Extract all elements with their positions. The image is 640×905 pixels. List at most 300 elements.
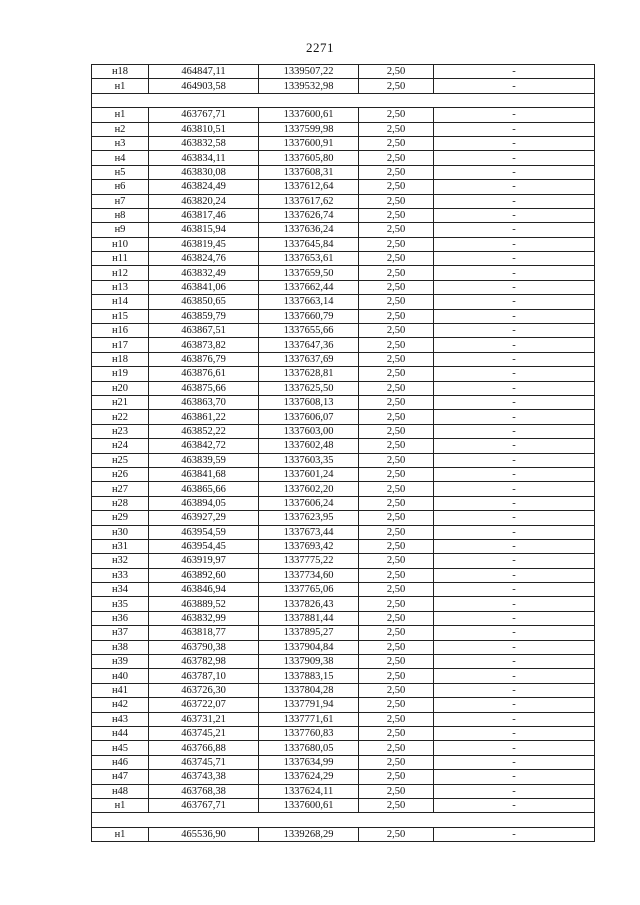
x-coordinate-cell: 463745,71	[149, 755, 259, 769]
table-row	[92, 151, 595, 165]
y-coordinate-cell: 1337645,84	[259, 237, 359, 251]
table-row	[92, 655, 595, 669]
note-cell: -	[434, 698, 595, 712]
note-cell: -	[434, 655, 595, 669]
point-id-cell: н18	[92, 352, 149, 366]
table-row	[92, 482, 595, 496]
note-cell: -	[434, 410, 595, 424]
value-cell: 2,50	[359, 539, 434, 553]
y-coordinate-cell: 1337623,95	[259, 511, 359, 525]
table-row	[92, 467, 595, 481]
table-row	[92, 511, 595, 525]
value-cell: 2,50	[359, 568, 434, 582]
value-cell: 2,50	[359, 511, 434, 525]
x-coordinate-cell: 463768,38	[149, 784, 259, 798]
point-id-cell: н2	[92, 122, 149, 136]
x-coordinate-cell: 463875,66	[149, 381, 259, 395]
y-coordinate-cell: 1337775,22	[259, 554, 359, 568]
table-row	[92, 496, 595, 510]
y-coordinate-cell: 1337765,06	[259, 583, 359, 597]
value-cell: 2,50	[359, 194, 434, 208]
note-cell: -	[434, 784, 595, 798]
y-coordinate-cell: 1337659,50	[259, 266, 359, 280]
table-row	[92, 626, 595, 640]
note-cell: -	[434, 511, 595, 525]
point-id-cell: н1	[92, 108, 149, 122]
table-row	[92, 324, 595, 338]
x-coordinate-cell: 463954,45	[149, 539, 259, 553]
note-cell: -	[434, 482, 595, 496]
y-coordinate-cell: 1337624,11	[259, 784, 359, 798]
table-row	[92, 237, 595, 251]
x-coordinate-cell: 463726,30	[149, 683, 259, 697]
point-id-cell: н46	[92, 755, 149, 769]
point-id-cell: н10	[92, 237, 149, 251]
table-row	[92, 79, 595, 93]
value-cell: 2,50	[359, 698, 434, 712]
note-cell: -	[434, 395, 595, 409]
point-id-cell: н42	[92, 698, 149, 712]
x-coordinate-cell: 463790,38	[149, 640, 259, 654]
point-id-cell: н18	[92, 65, 149, 79]
value-cell: 2,50	[359, 65, 434, 79]
x-coordinate-cell: 463722,07	[149, 698, 259, 712]
table-row	[92, 755, 595, 769]
table-row	[92, 798, 595, 812]
table-row	[92, 65, 595, 79]
point-id-cell: н30	[92, 525, 149, 539]
value-cell: 2,50	[359, 165, 434, 179]
x-coordinate-cell: 464847,11	[149, 65, 259, 79]
y-coordinate-cell: 1337904,84	[259, 640, 359, 654]
note-cell: -	[434, 755, 595, 769]
table-row	[92, 424, 595, 438]
x-coordinate-cell: 463824,76	[149, 252, 259, 266]
y-coordinate-cell: 1337608,31	[259, 165, 359, 179]
point-id-cell: н45	[92, 741, 149, 755]
table-row	[92, 108, 595, 122]
value-cell: 2,50	[359, 252, 434, 266]
value-cell: 2,50	[359, 439, 434, 453]
x-coordinate-cell: 463815,94	[149, 223, 259, 237]
value-cell: 2,50	[359, 352, 434, 366]
table-row	[92, 726, 595, 740]
y-coordinate-cell: 1337625,50	[259, 381, 359, 395]
table-row	[92, 252, 595, 266]
table-row	[92, 338, 595, 352]
value-cell: 2,50	[359, 827, 434, 841]
y-coordinate-cell: 1337600,61	[259, 798, 359, 812]
table-row	[92, 381, 595, 395]
x-coordinate-cell: 463819,45	[149, 237, 259, 251]
table-row	[92, 367, 595, 381]
value-cell: 2,50	[359, 266, 434, 280]
value-cell: 2,50	[359, 381, 434, 395]
y-coordinate-cell: 1337637,69	[259, 352, 359, 366]
note-cell: -	[434, 712, 595, 726]
table-row	[92, 395, 595, 409]
value-cell: 2,50	[359, 525, 434, 539]
x-coordinate-cell: 463817,46	[149, 208, 259, 222]
table-row	[92, 770, 595, 784]
table-row	[92, 784, 595, 798]
y-coordinate-cell: 1337909,38	[259, 655, 359, 669]
point-id-cell: н13	[92, 280, 149, 294]
value-cell: 2,50	[359, 655, 434, 669]
y-coordinate-cell: 1337662,44	[259, 280, 359, 294]
x-coordinate-cell: 463767,71	[149, 798, 259, 812]
point-id-cell: н27	[92, 482, 149, 496]
y-coordinate-cell: 1337603,35	[259, 453, 359, 467]
note-cell: -	[434, 798, 595, 812]
table-body	[92, 65, 595, 842]
point-id-cell: н16	[92, 324, 149, 338]
x-coordinate-cell: 463846,94	[149, 583, 259, 597]
value-cell: 2,50	[359, 280, 434, 294]
point-id-cell: н8	[92, 208, 149, 222]
y-coordinate-cell: 1337660,79	[259, 309, 359, 323]
y-coordinate-cell: 1337895,27	[259, 626, 359, 640]
value-cell: 2,50	[359, 180, 434, 194]
note-cell: -	[434, 266, 595, 280]
point-id-cell: н24	[92, 439, 149, 453]
value-cell: 2,50	[359, 683, 434, 697]
point-id-cell: н29	[92, 511, 149, 525]
point-id-cell: н21	[92, 395, 149, 409]
point-id-cell: н17	[92, 338, 149, 352]
note-cell: -	[434, 568, 595, 582]
point-id-cell: н47	[92, 770, 149, 784]
point-id-cell: н31	[92, 539, 149, 553]
y-coordinate-cell: 1337603,00	[259, 424, 359, 438]
note-cell: -	[434, 108, 595, 122]
point-id-cell: н1	[92, 79, 149, 93]
note-cell: -	[434, 453, 595, 467]
value-cell: 2,50	[359, 784, 434, 798]
separator-cell	[92, 813, 595, 827]
point-id-cell: н9	[92, 223, 149, 237]
point-id-cell: н6	[92, 180, 149, 194]
note-cell: -	[434, 223, 595, 237]
point-id-cell: н25	[92, 453, 149, 467]
table-row	[92, 122, 595, 136]
value-cell: 2,50	[359, 626, 434, 640]
y-coordinate-cell: 1337804,28	[259, 683, 359, 697]
y-coordinate-cell: 1337606,24	[259, 496, 359, 510]
note-cell: -	[434, 626, 595, 640]
point-id-cell: н48	[92, 784, 149, 798]
y-coordinate-cell: 1337826,43	[259, 597, 359, 611]
note-cell: -	[434, 525, 595, 539]
x-coordinate-cell: 465536,90	[149, 827, 259, 841]
x-coordinate-cell: 463818,77	[149, 626, 259, 640]
page-number: 2271	[306, 40, 334, 55]
x-coordinate-cell: 463842,72	[149, 439, 259, 453]
note-cell: -	[434, 338, 595, 352]
table-row	[92, 266, 595, 280]
note-cell: -	[434, 741, 595, 755]
value-cell: 2,50	[359, 712, 434, 726]
note-cell: -	[434, 252, 595, 266]
value-cell: 2,50	[359, 338, 434, 352]
value-cell: 2,50	[359, 597, 434, 611]
x-coordinate-cell: 463766,88	[149, 741, 259, 755]
x-coordinate-cell: 463863,70	[149, 395, 259, 409]
value-cell: 2,50	[359, 295, 434, 309]
x-coordinate-cell: 463859,79	[149, 309, 259, 323]
point-id-cell: н14	[92, 295, 149, 309]
value-cell: 2,50	[359, 798, 434, 812]
note-cell: -	[434, 381, 595, 395]
y-coordinate-cell: 1337734,60	[259, 568, 359, 582]
value-cell: 2,50	[359, 151, 434, 165]
separator-row	[92, 93, 595, 107]
table-row	[92, 165, 595, 179]
value-cell: 2,50	[359, 395, 434, 409]
point-id-cell: н28	[92, 496, 149, 510]
table-row	[92, 280, 595, 294]
point-id-cell: н36	[92, 611, 149, 625]
x-coordinate-cell: 463892,60	[149, 568, 259, 582]
note-cell: -	[434, 539, 595, 553]
note-cell: -	[434, 324, 595, 338]
note-cell: -	[434, 295, 595, 309]
x-coordinate-cell: 463852,22	[149, 424, 259, 438]
value-cell: 2,50	[359, 237, 434, 251]
coordinates-table	[91, 64, 595, 842]
table-row	[92, 698, 595, 712]
separator-cell	[92, 93, 595, 107]
x-coordinate-cell: 463841,06	[149, 280, 259, 294]
y-coordinate-cell: 1337647,36	[259, 338, 359, 352]
x-coordinate-cell: 463810,51	[149, 122, 259, 136]
note-cell: -	[434, 439, 595, 453]
y-coordinate-cell: 1337612,64	[259, 180, 359, 194]
x-coordinate-cell: 463832,99	[149, 611, 259, 625]
note-cell: -	[434, 122, 595, 136]
note-cell: -	[434, 65, 595, 79]
note-cell: -	[434, 467, 595, 481]
table-row	[92, 525, 595, 539]
value-cell: 2,50	[359, 79, 434, 93]
point-id-cell: н35	[92, 597, 149, 611]
point-id-cell: н39	[92, 655, 149, 669]
value-cell: 2,50	[359, 669, 434, 683]
note-cell: -	[434, 683, 595, 697]
point-id-cell: н19	[92, 367, 149, 381]
y-coordinate-cell: 1337693,42	[259, 539, 359, 553]
y-coordinate-cell: 1337608,13	[259, 395, 359, 409]
value-cell: 2,50	[359, 482, 434, 496]
value-cell: 2,50	[359, 208, 434, 222]
x-coordinate-cell: 463745,21	[149, 726, 259, 740]
note-cell: -	[434, 597, 595, 611]
x-coordinate-cell: 463861,22	[149, 410, 259, 424]
table-row	[92, 453, 595, 467]
y-coordinate-cell: 1337617,62	[259, 194, 359, 208]
table-row	[92, 683, 595, 697]
note-cell: -	[434, 280, 595, 294]
table-row	[92, 712, 595, 726]
point-id-cell: н5	[92, 165, 149, 179]
point-id-cell: н37	[92, 626, 149, 640]
point-id-cell: н7	[92, 194, 149, 208]
y-coordinate-cell: 1337628,81	[259, 367, 359, 381]
x-coordinate-cell: 463832,58	[149, 136, 259, 150]
x-coordinate-cell: 463894,05	[149, 496, 259, 510]
value-cell: 2,50	[359, 741, 434, 755]
value-cell: 2,50	[359, 367, 434, 381]
y-coordinate-cell: 1337602,48	[259, 439, 359, 453]
note-cell: -	[434, 669, 595, 683]
y-coordinate-cell: 1337771,61	[259, 712, 359, 726]
y-coordinate-cell: 1337600,91	[259, 136, 359, 150]
point-id-cell: н40	[92, 669, 149, 683]
x-coordinate-cell: 463919,97	[149, 554, 259, 568]
table-row	[92, 295, 595, 309]
y-coordinate-cell: 1337601,24	[259, 467, 359, 481]
table-row	[92, 827, 595, 841]
x-coordinate-cell: 463820,24	[149, 194, 259, 208]
point-id-cell: н15	[92, 309, 149, 323]
point-id-cell: н11	[92, 252, 149, 266]
x-coordinate-cell: 463830,08	[149, 165, 259, 179]
x-coordinate-cell: 463832,49	[149, 266, 259, 280]
point-id-cell: н44	[92, 726, 149, 740]
x-coordinate-cell: 463876,79	[149, 352, 259, 366]
x-coordinate-cell: 463873,82	[149, 338, 259, 352]
value-cell: 2,50	[359, 108, 434, 122]
y-coordinate-cell: 1337673,44	[259, 525, 359, 539]
point-id-cell: н33	[92, 568, 149, 582]
note-cell: -	[434, 309, 595, 323]
point-id-cell: н43	[92, 712, 149, 726]
y-coordinate-cell: 1339268,29	[259, 827, 359, 841]
note-cell: -	[434, 165, 595, 179]
table-row	[92, 136, 595, 150]
note-cell: -	[434, 208, 595, 222]
x-coordinate-cell: 463743,38	[149, 770, 259, 784]
point-id-cell: н41	[92, 683, 149, 697]
value-cell: 2,50	[359, 726, 434, 740]
value-cell: 2,50	[359, 424, 434, 438]
note-cell: -	[434, 352, 595, 366]
value-cell: 2,50	[359, 583, 434, 597]
value-cell: 2,50	[359, 324, 434, 338]
point-id-cell: н3	[92, 136, 149, 150]
y-coordinate-cell: 1337655,66	[259, 324, 359, 338]
note-cell: -	[434, 367, 595, 381]
table-row	[92, 583, 595, 597]
table-row	[92, 309, 595, 323]
point-id-cell: н4	[92, 151, 149, 165]
point-id-cell: н32	[92, 554, 149, 568]
note-cell: -	[434, 583, 595, 597]
note-cell: -	[434, 770, 595, 784]
note-cell: -	[434, 640, 595, 654]
point-id-cell: н22	[92, 410, 149, 424]
value-cell: 2,50	[359, 309, 434, 323]
note-cell: -	[434, 79, 595, 93]
y-coordinate-cell: 1337653,61	[259, 252, 359, 266]
table-row	[92, 223, 595, 237]
table-row	[92, 669, 595, 683]
note-cell: -	[434, 194, 595, 208]
value-cell: 2,50	[359, 611, 434, 625]
x-coordinate-cell: 463782,98	[149, 655, 259, 669]
y-coordinate-cell: 1337636,24	[259, 223, 359, 237]
x-coordinate-cell: 463867,51	[149, 324, 259, 338]
table-row	[92, 741, 595, 755]
x-coordinate-cell: 463954,59	[149, 525, 259, 539]
value-cell: 2,50	[359, 136, 434, 150]
y-coordinate-cell: 1337626,74	[259, 208, 359, 222]
y-coordinate-cell: 1337634,99	[259, 755, 359, 769]
table-row	[92, 180, 595, 194]
note-cell: -	[434, 151, 595, 165]
point-id-cell: н20	[92, 381, 149, 395]
table-row	[92, 410, 595, 424]
value-cell: 2,50	[359, 410, 434, 424]
value-cell: 2,50	[359, 496, 434, 510]
table-row	[92, 539, 595, 553]
value-cell: 2,50	[359, 770, 434, 784]
separator-row	[92, 813, 595, 827]
y-coordinate-cell: 1337791,94	[259, 698, 359, 712]
value-cell: 2,50	[359, 223, 434, 237]
note-cell: -	[434, 136, 595, 150]
x-coordinate-cell: 463889,52	[149, 597, 259, 611]
note-cell: -	[434, 180, 595, 194]
x-coordinate-cell: 463850,65	[149, 295, 259, 309]
value-cell: 2,50	[359, 640, 434, 654]
x-coordinate-cell: 463787,10	[149, 669, 259, 683]
y-coordinate-cell: 1337606,07	[259, 410, 359, 424]
point-id-cell: н34	[92, 583, 149, 597]
table-row	[92, 208, 595, 222]
y-coordinate-cell: 1339532,98	[259, 79, 359, 93]
x-coordinate-cell: 463841,68	[149, 467, 259, 481]
y-coordinate-cell: 1337599,98	[259, 122, 359, 136]
y-coordinate-cell: 1337602,20	[259, 482, 359, 496]
table-row	[92, 611, 595, 625]
y-coordinate-cell: 1337600,61	[259, 108, 359, 122]
y-coordinate-cell: 1337663,14	[259, 295, 359, 309]
table-row	[92, 194, 595, 208]
y-coordinate-cell: 1337680,05	[259, 741, 359, 755]
table-row	[92, 439, 595, 453]
x-coordinate-cell: 464903,58	[149, 79, 259, 93]
table-row	[92, 554, 595, 568]
y-coordinate-cell: 1337760,83	[259, 726, 359, 740]
table-row	[92, 352, 595, 366]
value-cell: 2,50	[359, 554, 434, 568]
x-coordinate-cell: 463839,59	[149, 453, 259, 467]
table-row	[92, 597, 595, 611]
table-row	[92, 568, 595, 582]
point-id-cell: н1	[92, 827, 149, 841]
note-cell: -	[434, 496, 595, 510]
note-cell: -	[434, 827, 595, 841]
note-cell: -	[434, 237, 595, 251]
note-cell: -	[434, 726, 595, 740]
value-cell: 2,50	[359, 122, 434, 136]
note-cell: -	[434, 611, 595, 625]
x-coordinate-cell: 463876,61	[149, 367, 259, 381]
x-coordinate-cell: 463834,11	[149, 151, 259, 165]
x-coordinate-cell: 463927,29	[149, 511, 259, 525]
y-coordinate-cell: 1337881,44	[259, 611, 359, 625]
